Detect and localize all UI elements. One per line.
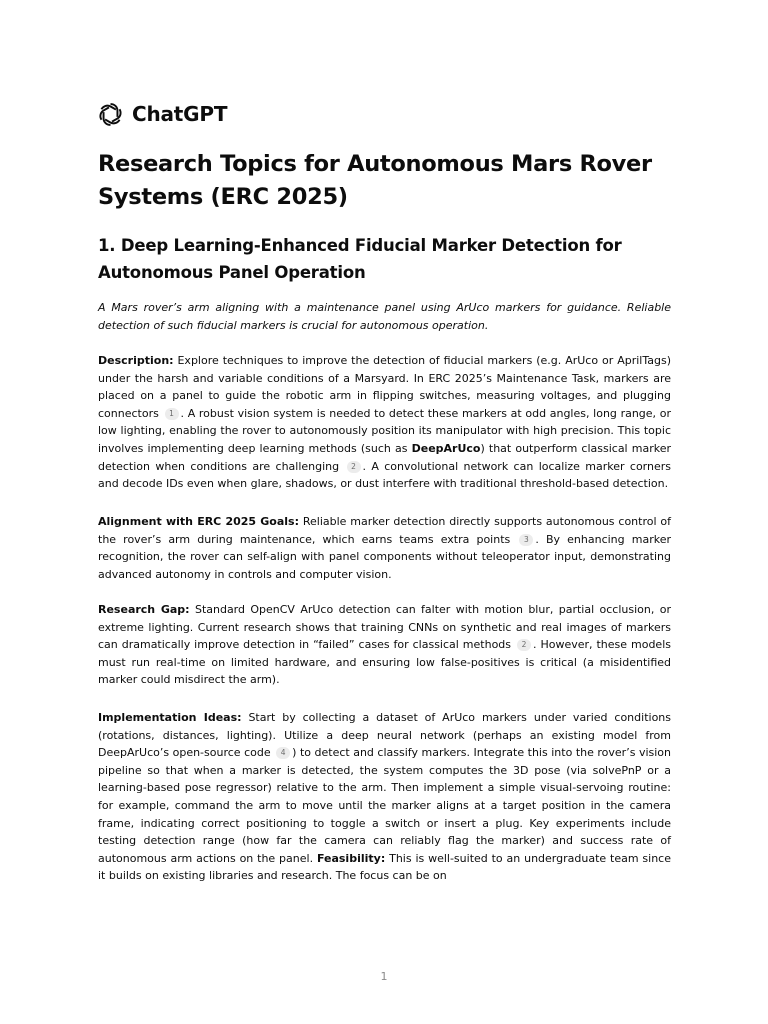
description-paragraph [98,352,671,493]
paragraph-text: Explore techniques to improve the detection of fiducial markers (e.g. ArUco or AprilTags) under the harsh and variable conditions of a Marsyard. In ERC 2025’s Maintenance Task, markers are placed on a panel to guide the robotic arm in flipping switches, measuring voltages, and plugging connectors [98,354,671,420]
paragraph-text: . However, these models must run real-time on limited hardware, and ensuring low false-positives is critical (a misidentified marker could misdirect the arm). [98,638,671,687]
paragraph-label: Alignment with ERC 2025 Goals: [98,515,299,528]
alignment-paragraph [98,513,671,583]
research-gap-paragraph [98,601,671,689]
page-number: 1 [380,970,388,983]
paragraph-text: . A robust vision system is needed to detect these markers at odd angles, long range, or low lighting, enabling the rover to autonomously position its manipulator with high precision. This topic involves implementing deep learning methods (such as [98,406,671,455]
paragraph-text: . A convolutional network can localize marker corners and decode IDs even when glare, shadows, or dust interfere with traditional threshold-based detection. [98,459,672,491]
page-title: Research Topics for Autonomous Mars Rover Systems (ERC 2025) [98,151,652,210]
citation-badge[interactable]: 4 [276,747,290,759]
citation-badge[interactable]: 2 [347,461,361,473]
paragraph-label: Description: [98,354,174,367]
citation-badge[interactable]: 1 [165,408,179,420]
paragraph-text: Start by collecting a dataset of ArUco markers under varied conditions (rotations, distances, lighting). Utilize a deep neural network (perhaps an existing model from DeepArUco’s open-source code [98,711,671,760]
bold-term: DeepArUco [411,441,481,455]
bold-term: Feasibility: [316,851,386,865]
section-heading: 1. Deep Learning-Enhanced Fiducial Marker Detection for Autonomous Panel Operation [98,236,622,282]
paragraph-text: Standard OpenCV ArUco detection can falter with motion blur, partial occlusion, or extreme lighting. Current research shows that training CNNs on synthetic and real images of markers can dramatically improve detection in “failed” cases for classical methods [98,603,671,652]
image-caption: A Mars rover’s arm aligning with a maintenance panel using ArUco markers for guidance. Reliable detection of such fiducial markers is crucial for autonomous operation. [98,301,671,332]
paragraph-text: This is well-suited to an undergraduate team since it builds on existing libraries and research. The focus can be on [98,851,671,883]
paragraph-label: Implementation Ideas: [98,711,242,724]
paragraph-text: Reliable marker detection directly supports autonomous control of the rover’s arm during maintenance, which earns teams extra points [98,515,671,546]
openai-knot-icon [97,101,124,128]
paragraph-label: Research Gap: [98,603,190,616]
citation-badge[interactable]: 2 [517,639,531,651]
chatgpt-logo [97,100,227,128]
citation-badge[interactable]: 3 [519,534,533,546]
logo-text: ChatGPT [132,102,228,126]
paragraph-text: . By enhancing marker recognition, the rover can self-align with panel components without teleoperator input, demonstrating advanced autonomy in controls and computer vision. [98,532,671,581]
implementation-paragraph [98,709,671,885]
paragraph-text: ) that outperform classical marker detection when conditions are challenging [98,441,671,473]
paragraph-text: ) to detect and classify markers. Integrate this into the rover’s vision pipeline so that when a marker is detected, the system computes the 3D pose (via solvePnP or a learning-based pose regressor) relative to the arm. Then implement a simple visual-servoing routine: for example, command the arm to move until the marker aligns at a target position in the camera frame, indicating correct positioning to toggle a switch or insert a plug. Key experiments include testing detection range (how far the camera can reliably flag the marker) and success rate of autonomous arm actions on the panel. [98,746,672,865]
